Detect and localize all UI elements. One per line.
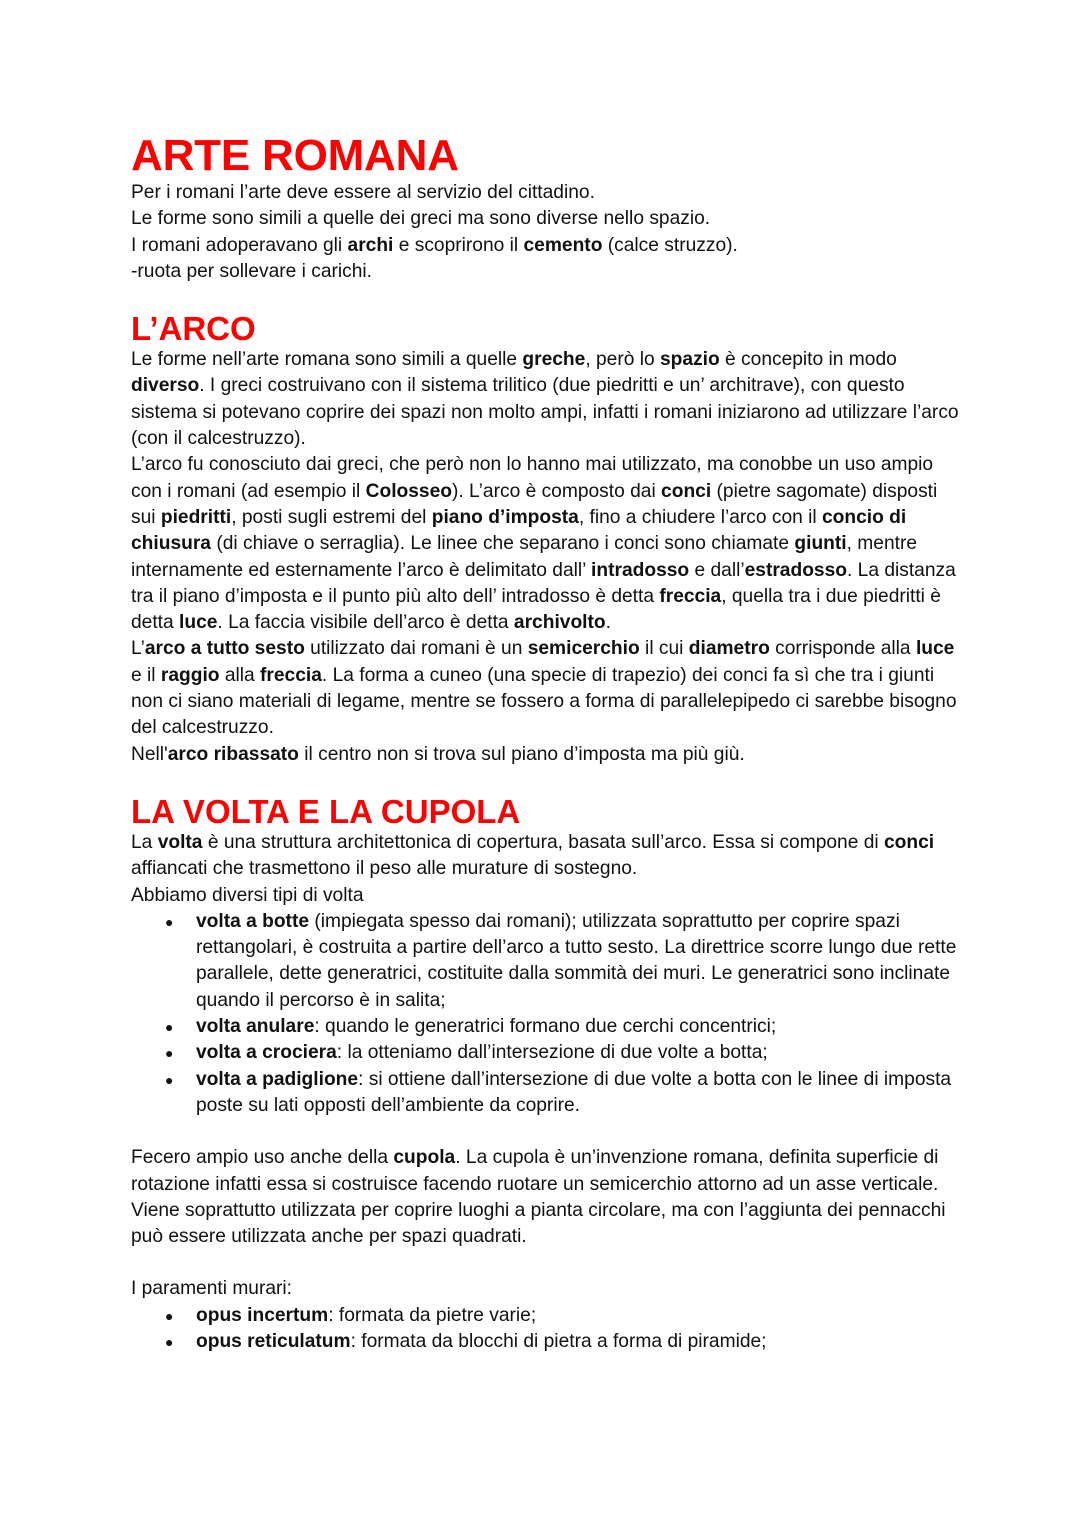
text-run: : quando le generatrici formano due cerchi concentrici; <box>314 1016 777 1038</box>
text-run: il centro non si trova sul piano d’imposta ma più giù. <box>298 743 745 765</box>
list-item <box>165 1303 961 1329</box>
bold-term: greche <box>522 349 586 371</box>
bold-term: conci <box>884 831 935 853</box>
text-run: e dall’ <box>689 559 745 581</box>
text-run: e il <box>131 664 161 686</box>
bold-term: volta a botte <box>196 910 310 932</box>
text-run: : formata da blocchi di pietra a forma di piramide; <box>350 1330 767 1352</box>
text-run: La <box>131 831 158 853</box>
bold-term: archivolto <box>513 612 606 634</box>
text-run: : la otteniamo dall’intersezione di due volte a botta; <box>336 1042 768 1064</box>
text-run: , posti sugli estremi del <box>231 506 432 528</box>
bullet-icon: ● <box>165 913 174 930</box>
text-run: . La distanza tra il piano d’imposta e il punto più alto dell’ intradosso è detta <box>131 559 956 607</box>
paragraph <box>131 259 961 285</box>
bold-term: diametro <box>688 638 770 660</box>
arco-body <box>131 347 961 768</box>
text-run: corrisponde alla <box>769 638 916 660</box>
text-run: (pietre sagomate) disposti sui <box>131 480 938 528</box>
section-heading-volta-cupola: LA VOLTA E LA CUPOLA <box>131 792 521 830</box>
text-run: e scoprirono il <box>393 234 524 256</box>
bold-term: volta a padiglione <box>196 1068 359 1090</box>
text-run: ). L’arco è composto dai <box>452 480 662 502</box>
bold-term: volta a crociera <box>196 1042 337 1064</box>
page-title: ARTE ROMANA <box>131 131 459 180</box>
bold-term: Colosseo <box>365 480 452 502</box>
text-run: . La faccia visibile dell’arco è detta <box>217 612 514 634</box>
text-run: : formata da pietre varie; <box>328 1304 537 1326</box>
paragraph <box>131 883 961 909</box>
text-run: . <box>605 612 611 634</box>
bold-term: freccia <box>260 664 322 686</box>
text-run: Abbiamo diversi tipi di volta <box>131 884 364 906</box>
paragraph <box>131 742 961 768</box>
text-run: affiancati che trasmettono il peso alle murature di sostegno. <box>131 858 638 880</box>
text-run: Le forme sono simili a quelle dei greci ma sono diverse nello spazio. <box>131 208 711 230</box>
paragraph <box>131 206 961 232</box>
bold-term: opus incertum <box>196 1304 329 1326</box>
text-run: Per i romani l’arte deve essere al servizio del cittadino. <box>131 182 595 203</box>
text-run: (di chiave o serraglia). Le linee che separano i conci sono chiamate <box>210 533 795 555</box>
bold-term: concio di chiusura <box>131 506 907 555</box>
document-page <box>131 132 961 1355</box>
text-run: , quella tra i due piedritti è detta <box>131 585 941 634</box>
bold-term: volta anulare <box>196 1016 315 1038</box>
text-run: , però lo <box>585 349 660 371</box>
bold-term: raggio <box>160 664 220 686</box>
list-item <box>165 1040 961 1066</box>
bold-term: cemento <box>523 234 603 256</box>
text-run: (impiegata spesso dai romani); utilizzata soprattutto per coprire spazi rettangolari, è costruita a partire dell’arco a tutto sesto. La direttrice scorre lungo due rette parallele, dette generatrici, costituite dalla sommità dei muri. Le generatrici sono inclinate quando il percorso è in salita; <box>196 910 957 1011</box>
bullet-icon: ● <box>165 1019 174 1036</box>
paragraph <box>131 830 961 883</box>
text-run: Le forme nell’arte romana sono simili a quelle <box>131 349 523 371</box>
text-run: L’arco fu conosciuto dai greci, che però non lo hanno mai utilizzato, ma conobbe un uso ampio con i romani (ad esempio il <box>131 454 934 502</box>
text-run: . La cupola è un’invenzione romana, definita superficie di rotazione infatti essa si costruisce facendo ruotare un semicerchio attorno ad un asse verticale. Viene soprattutto utilizzata per coprire luoghi a pianta circolare, ma con l’aggiunta dei pennacchi può essere utilizzata anche per spazi quadrati. <box>131 1147 946 1248</box>
list-item <box>165 1067 961 1120</box>
text-run: Nell' <box>131 743 168 765</box>
bullet-icon: ● <box>165 1071 174 1088</box>
bold-term: cupola <box>393 1147 456 1169</box>
bold-term: volta <box>157 831 203 853</box>
bold-term: arco ribassato <box>167 743 299 765</box>
paragraph <box>131 636 961 741</box>
text-run: , mentre internamente ed esternamente l’arco è delimitato dall’ <box>131 533 918 581</box>
text-run: utilizzato dai romani è un <box>304 638 528 660</box>
bold-term: piedritti <box>160 506 232 528</box>
paragraph <box>131 233 961 259</box>
paragraph <box>131 452 961 636</box>
bold-term: opus reticulatum <box>196 1330 351 1352</box>
list-item <box>165 909 961 1014</box>
text-run: (calce struzzo). <box>602 234 738 256</box>
bullet-icon: ● <box>165 1045 174 1062</box>
bold-term: piano d’imposta <box>431 506 579 528</box>
text-run: : si ottiene dall’intersezione di due volte a botta con le linee di imposta poste su lati opposti dell’ambiente da coprire. <box>196 1068 952 1116</box>
bold-term: estradosso <box>744 559 847 581</box>
section-heading-arco: L’ARCO <box>131 310 256 348</box>
volta-body <box>131 830 961 909</box>
text-run: . La forma a cuneo (una specie di trapezio) dei conci fa sì che tra i giunti non ci siano materiali di legame, mentre se fossero a forma di parallelepipedo ci sarebbe bisogno del calcestruzzo. <box>131 664 957 739</box>
intro-block <box>131 180 961 285</box>
paramenti-list <box>131 1303 961 1356</box>
bold-term: luce <box>179 612 218 634</box>
text-run: L’ <box>131 638 145 660</box>
list-item <box>165 1014 961 1040</box>
bold-term: freccia <box>659 585 722 607</box>
text-run: alla <box>219 664 261 686</box>
bold-term: spazio <box>660 349 720 371</box>
paragraph <box>131 180 961 206</box>
text-run: il cui <box>639 638 689 660</box>
text-run: -ruota per sollevare i carichi. <box>131 260 373 282</box>
bold-term: giunti <box>794 533 847 555</box>
bold-term: semicerchio <box>527 638 640 660</box>
list-item <box>165 1329 961 1355</box>
bold-term: intradosso <box>591 559 690 581</box>
text-run: , fino a chiudere l’arco con il <box>578 506 823 528</box>
bold-term: diverso <box>131 375 200 397</box>
paramenti-label: I paramenti murari: <box>131 1278 293 1300</box>
text-run: . I greci costruivano con il sistema trilitico (due piedritti e un’ architrave), con questo sistema si potevano coprire dei spazi non molto ampi, infatti i romani iniziarono ad utilizzare l’arco (con il calcestruzzo). <box>131 375 959 450</box>
bold-term: luce <box>915 638 955 660</box>
bold-term: arco a tutto sesto <box>144 638 305 660</box>
bullet-icon: ● <box>165 1333 174 1350</box>
cupola-paragraph <box>131 1145 961 1250</box>
text-run: è concepito in modo <box>719 349 897 371</box>
bold-term: archi <box>347 234 394 256</box>
paragraph <box>131 347 961 452</box>
bold-term: conci <box>661 480 712 502</box>
text-run: Fecero ampio uso anche della <box>131 1147 394 1169</box>
text-run: I romani adoperavano gli <box>131 234 348 256</box>
bullet-icon: ● <box>165 1307 174 1324</box>
volta-types-list <box>131 909 961 1119</box>
text-run: è una struttura architettonica di copertura, basata sull’arco. Essa si compone di <box>202 831 884 853</box>
